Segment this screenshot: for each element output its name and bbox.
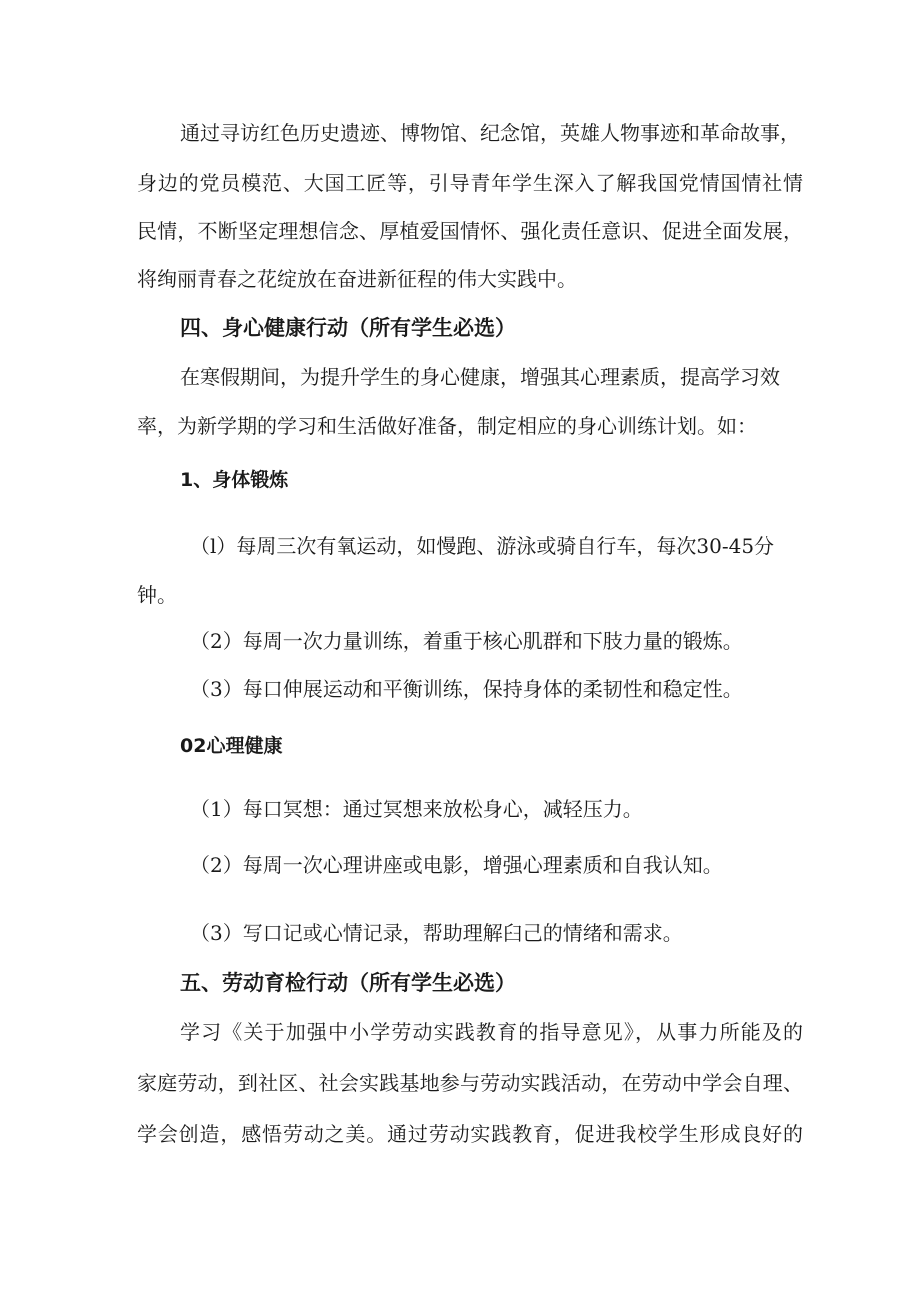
mental-item-3: （3）写口记或心情记录，帮助理解臼己的情绪和需求。 bbox=[190, 921, 683, 945]
para1-line-4: 将绚丽青春之花绽放在奋进新征程的伟大实践中。 bbox=[137, 267, 577, 291]
section4-heading: 四、身心健康行动（所有学生必选） bbox=[180, 316, 516, 340]
section5-line-3: 学会创造，感悟劳动之美。通过劳动实践教育，促进我校学生形成良好的 bbox=[137, 1122, 803, 1146]
subsection1-title: 1、身体锻炼 bbox=[180, 469, 289, 491]
mental-item-2: （2）每周一次心理讲座或电影，增强心理素质和自我认知。 bbox=[190, 853, 723, 877]
para1-line-3: 民情，不断坚定理想信念、厚植爱国情怀、强化责任意识、促进全面发展， bbox=[137, 219, 803, 243]
section4-intro-line-1: 在寒假期间，为提升学生的身心健康，增强其心理素质，提高学习效 bbox=[180, 365, 780, 389]
para1-line-1: 通过寻访红色历史遗迹、博物馆、纪念馆，英雄人物事迹和革命故事， bbox=[180, 121, 800, 145]
mental-item-1: （1）每口冥想：通过冥想来放松身心，减轻压力。 bbox=[190, 797, 643, 821]
section5-heading: 五、劳动育检行动（所有学生必选） bbox=[180, 971, 516, 995]
physical-item-1-cont: 钟。 bbox=[137, 583, 177, 607]
section4-intro-line-2: 率，为新学期的学习和生活做好准备，制定相应的身心训练计划。如： bbox=[137, 414, 757, 438]
section5-line-1: 学习《关于加强中小学劳动实践教育的指导意见》，从事力所能及的 bbox=[180, 1020, 803, 1044]
physical-item-1: （l）每周三次有氧运动，如慢跑、游泳或骑自行车，每次30-45分 bbox=[190, 534, 775, 558]
subsection2-title: 02心理健康 bbox=[180, 735, 283, 757]
para1-line-2: 身边的党员模范、大国工匠等，引导青年学生深入了解我国党情国情社情 bbox=[137, 171, 803, 195]
section5-line-2: 家庭劳动，到社区、社会实践基地参与劳动实践活动，在劳动中学会自理、 bbox=[137, 1071, 803, 1095]
physical-item-3: （3）每口伸展运动和平衡训练，保持身体的柔韧性和稳定性。 bbox=[190, 677, 743, 701]
physical-item-2: （2）每周一次力量训练，着重于核心肌群和下肢力量的锻炼。 bbox=[190, 629, 743, 653]
